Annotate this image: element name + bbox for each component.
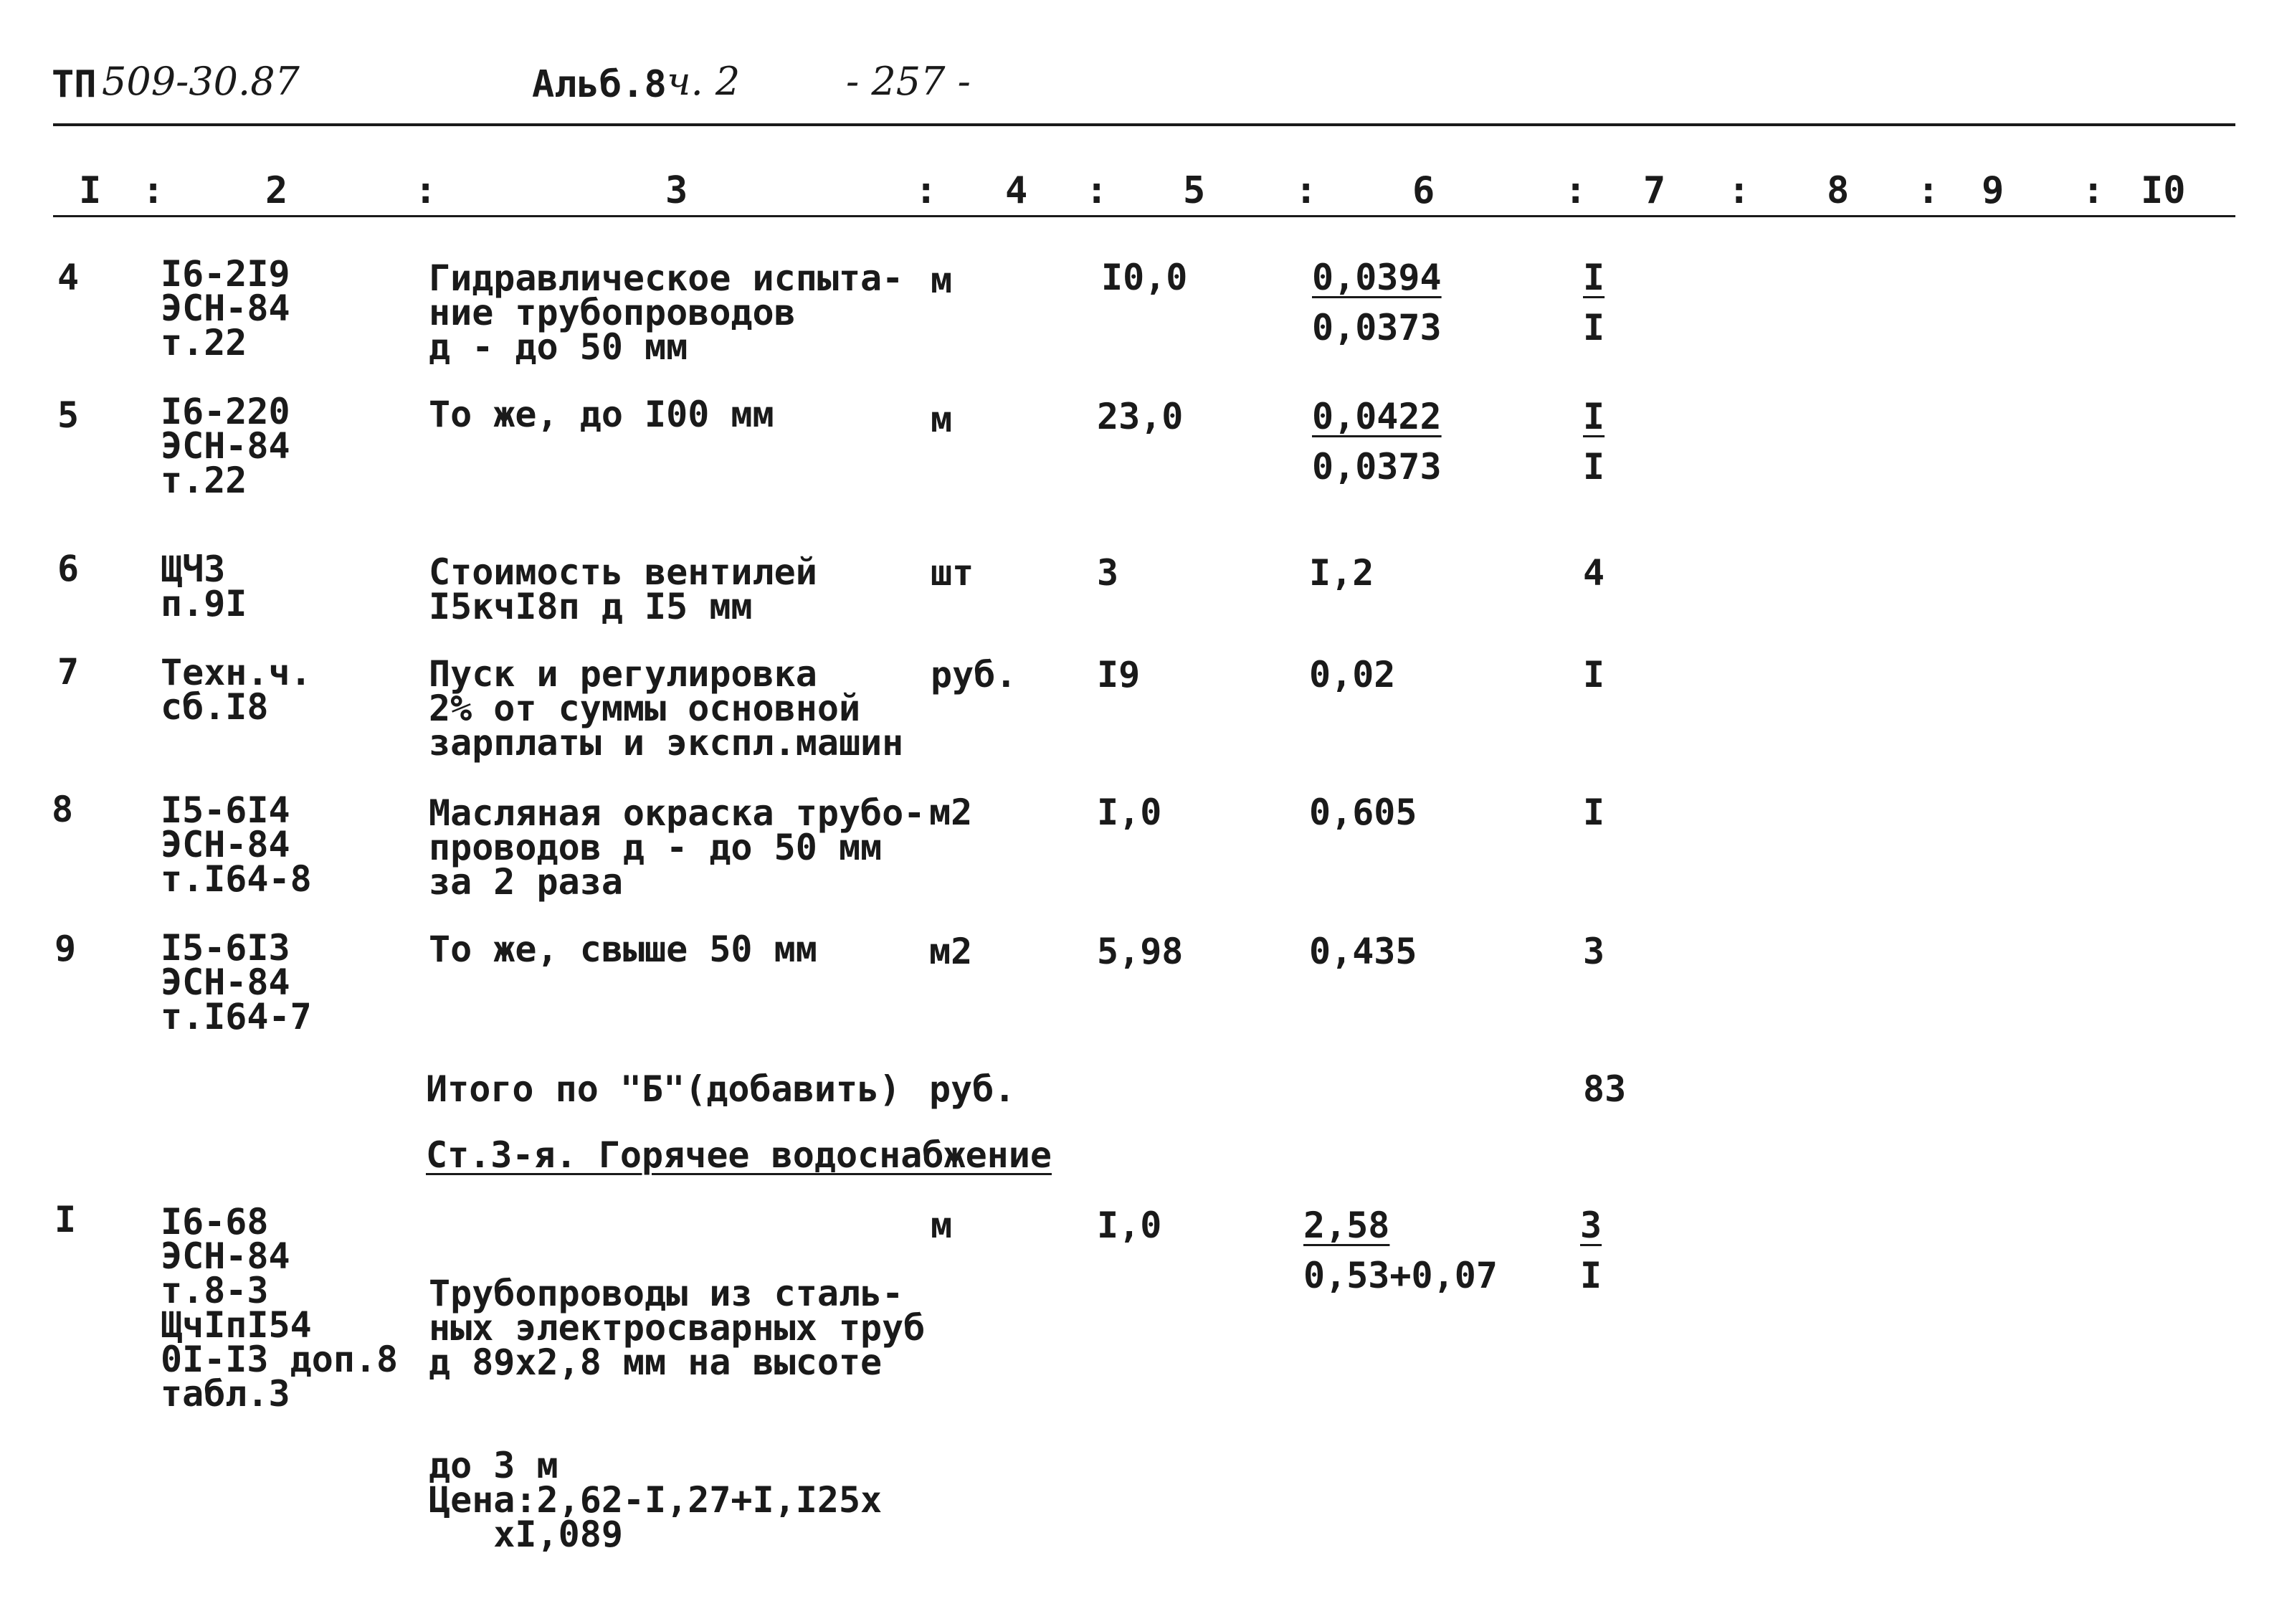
row-code: I6-220 ЭСН-84 т.22 (161, 391, 290, 501)
section-title: Ст.3-я. Горячее водоснабжение (426, 1134, 1052, 1176)
row-total: I (1583, 654, 1605, 695)
col-header-4: 4 (1005, 169, 1028, 212)
row-code: I5-6I4 ЭСН-84 т.I64-8 (161, 789, 312, 900)
col-sep: : (1917, 169, 1940, 212)
row-code: I6-2I9 ЭСН-84 т.22 (161, 253, 290, 364)
row-quantity: I9 (1097, 654, 1141, 695)
col-sep: : (1564, 169, 1587, 212)
part-label: ч. 2 (667, 59, 741, 104)
col-sep: : (1728, 169, 1751, 212)
row-price: 0,605 (1309, 792, 1417, 833)
row-description: Стоимость вентилей I5кчI8п д I5 мм (429, 551, 817, 627)
row-unit: м2 (929, 792, 973, 833)
row-price: 0,02 (1309, 654, 1396, 695)
row-code: I6-68 ЭСН-84 т.8-3 ЩчIпI54 0I-I3 доп.8 табл.3 (161, 1201, 399, 1415)
col-sep: : (1085, 169, 1108, 212)
row-number: 9 (54, 928, 77, 969)
row-description: Трубопроводы из сталь- ных электросварных труб д 89х2,8 мм на высоте до 3 м Цена:2,62-I,27+I,I25х хI,089 (429, 1273, 926, 1555)
col-sep: : (2082, 169, 2105, 212)
page-number: - 257 - (846, 59, 971, 104)
row-unit: м (931, 399, 953, 440)
row-total: 4 (1583, 552, 1605, 594)
row-description: Гидравлическое испыта- ние трубопроводов д - до 50 мм (429, 257, 904, 368)
subtotal-unit: руб. (929, 1068, 1016, 1110)
row-total-top: I (1583, 396, 1605, 437)
col-sep: : (1295, 169, 1318, 212)
doc-prefix: ТП (52, 63, 97, 106)
row-number: I (54, 1199, 77, 1240)
col-header-6: 6 (1412, 169, 1435, 212)
col-header-5: 5 (1183, 169, 1206, 212)
row-unit: шт (931, 552, 974, 594)
row-unit: м (931, 1205, 953, 1246)
subtotal-total: 83 (1583, 1068, 1627, 1110)
col-header-9: 9 (1982, 169, 2005, 212)
row-total-bottom: I (1580, 1255, 1602, 1296)
row-price-bottom: 0,0373 (1312, 307, 1442, 348)
row-number: 6 (57, 548, 80, 589)
row-number: 7 (57, 651, 80, 693)
row-price-top: 0,0394 (1312, 257, 1442, 298)
col-header-3: 3 (665, 169, 688, 212)
row-unit: м2 (929, 931, 973, 972)
row-price: 0,435 (1309, 931, 1417, 972)
row-unit: м (931, 260, 953, 301)
subtotal-label: Итого по "Б"(добавить) (426, 1068, 901, 1110)
col-sep: : (142, 169, 165, 212)
col-sep: : (414, 169, 437, 212)
row-unit: руб. (931, 654, 1017, 695)
col-header-10: I0 (2141, 169, 2186, 212)
row-total-top: 3 (1580, 1205, 1602, 1246)
header-rule (53, 123, 2235, 126)
row-quantity: I,0 (1097, 792, 1162, 833)
row-quantity: 23,0 (1097, 396, 1184, 437)
album-label: Альб.8 (532, 63, 667, 106)
row-description: Масляная окраска трубо- проводов д - до 50 мм за 2 раза (429, 792, 926, 903)
row-total-bottom: I (1583, 446, 1605, 488)
row-description: То же, свыше 50 мм (429, 929, 817, 970)
row-total: I (1583, 792, 1605, 833)
row-total: 3 (1583, 931, 1605, 972)
row-total-top: I (1583, 257, 1605, 298)
col-header-7: 7 (1643, 169, 1666, 212)
col-sep: : (915, 169, 938, 212)
row-price-top: 0,0422 (1312, 396, 1442, 437)
row-quantity: I,0 (1097, 1205, 1162, 1246)
doc-number: 509-30.87 (102, 59, 300, 104)
col-header-1: I (79, 169, 102, 212)
row-quantity: 5,98 (1097, 931, 1184, 972)
row-price: I,2 (1309, 552, 1374, 594)
column-header-rule (53, 215, 2235, 217)
col-header-8: 8 (1827, 169, 1850, 212)
row-number: 4 (57, 257, 80, 298)
row-description: Пуск и регулировка 2% от суммы основной зарплаты и экспл.машин (429, 653, 904, 764)
row-price-top: 2,58 (1303, 1205, 1390, 1246)
row-description: То же, до I00 мм (429, 394, 774, 435)
row-number: 5 (57, 394, 80, 436)
row-price-bottom: 0,53+0,07 (1303, 1255, 1498, 1296)
row-quantity: 3 (1097, 552, 1119, 594)
row-code: ЩЧ3 п.9I (161, 549, 247, 625)
row-quantity: I0,0 (1101, 257, 1188, 298)
row-code: I5-6I3 ЭСН-84 т.I64-7 (161, 927, 312, 1037)
row-total-bottom: I (1583, 307, 1605, 348)
col-header-2: 2 (265, 169, 288, 212)
row-code: Техн.ч. сб.I8 (161, 652, 312, 728)
row-number: 8 (52, 789, 74, 830)
row-price-bottom: 0,0373 (1312, 446, 1442, 488)
